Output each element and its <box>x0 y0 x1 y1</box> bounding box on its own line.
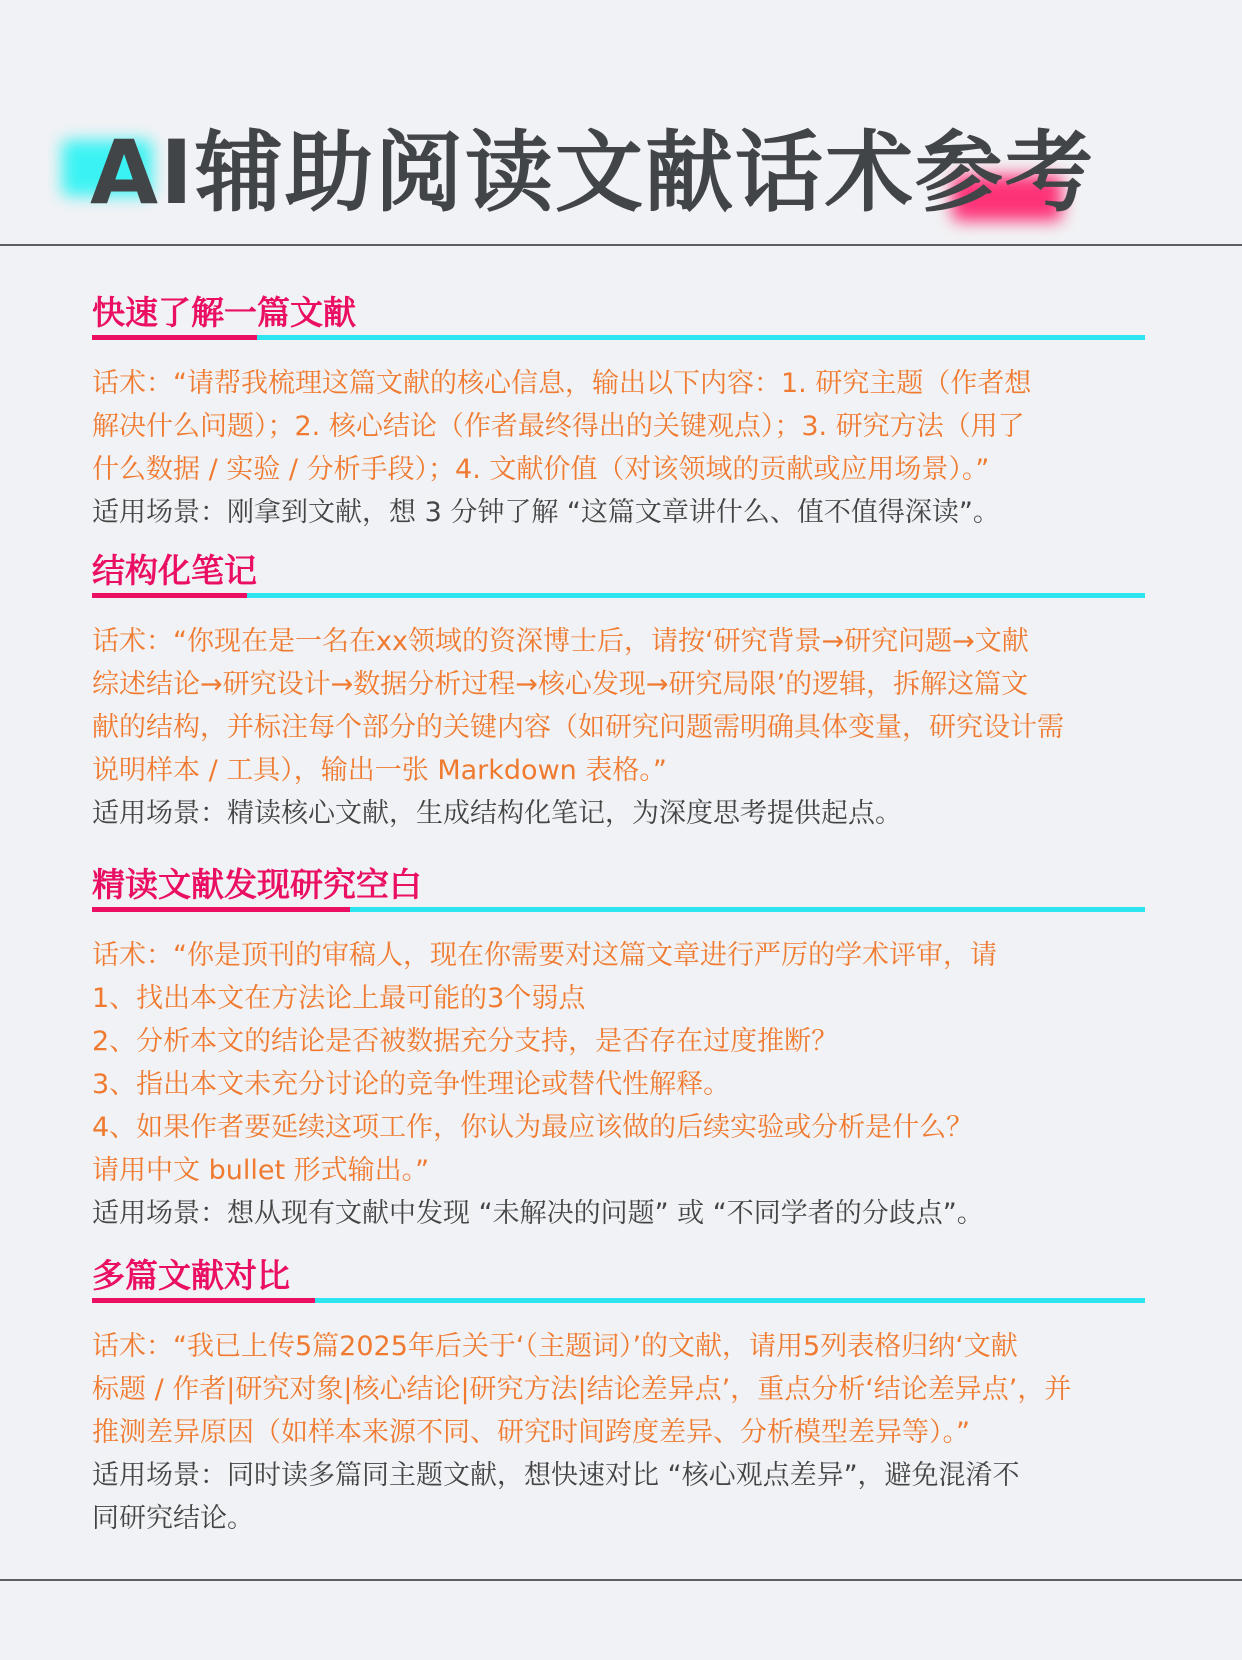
scene-text: 适用场景：刚拿到文献，想 3 分钟了解 “这篇文章讲什么、值不值得深读”。 <box>92 497 1000 528</box>
heading-underline-pink <box>92 593 247 598</box>
script-line: 1、找出本文在方法论上最可能的3个弱点 <box>92 983 586 1014</box>
scene-text: 适用场景：同时读多篇同主题文献，想快速对比 “核心观点差异”，避免混淆不 <box>92 1460 1020 1491</box>
script-text <box>92 340 1152 491</box>
script-text <box>92 598 1152 792</box>
section-heading: 精读文献发现研究空白 <box>92 865 422 904</box>
script-line: 什么数据 / 实验 / 分析手段）；4. 文献价值（对该领域的贡献或应用场景）。” <box>92 454 990 485</box>
heading-underline-cyan <box>92 593 1145 598</box>
section-heading: 快速了解一篇文献 <box>92 293 356 332</box>
scene-text: 同研究结论。 <box>92 1503 254 1534</box>
scene-text: 适用场景：想从现有文献中发现 “未解决的问题” 或 “不同学者的分歧点”。 <box>92 1198 984 1229</box>
script-text <box>92 1303 1152 1454</box>
script-line: 综述结论→研究设计→数据分析过程→核心发现→研究局限’的逻辑，拆解这篇文 <box>92 669 1029 700</box>
title-area <box>0 0 1242 245</box>
heading-underline-pink <box>92 335 257 340</box>
section-heading-wrap <box>92 550 1152 598</box>
script-text <box>92 912 1152 1192</box>
section-heading-wrap <box>92 1255 1152 1303</box>
bottom-divider <box>0 1579 1242 1581</box>
script-line: 2、分析本文的结论是否被数据充分支持，是否存在过度推断？ <box>92 1026 839 1057</box>
section-heading: 多篇文献对比 <box>92 1256 290 1295</box>
scene-text: 适用场景：精读核心文献，生成结构化笔记，为深度思考提供起点。 <box>92 798 902 829</box>
script-line: 3、指出本文未充分讨论的竞争性理论或替代性解释。 <box>92 1069 731 1100</box>
heading-underline-pink <box>92 1298 315 1303</box>
section-quick-overview <box>92 292 1152 534</box>
section-multi-compare <box>92 1255 1152 1540</box>
section-research-gap <box>92 864 1152 1235</box>
script-line: 话术：“请帮我梳理这篇文献的核心信息，输出以下内容：1. 研究主题（作者想 <box>92 368 1032 399</box>
section-structured-notes <box>92 550 1152 835</box>
script-line: 话术：“我已上传5篇2025年后关于‘（主题词）’的文献，请用5列表格归纳‘文献 <box>92 1331 1018 1362</box>
section-heading: 结构化笔记 <box>92 551 257 590</box>
script-line: 4、如果作者要延续这项工作，你认为最应该做的后续实验或分析是什么？ <box>92 1112 974 1143</box>
script-line: 献的结构，并标注每个部分的关键内容（如研究问题需明确具体变量，研究设计需 <box>92 712 1064 743</box>
script-line: 话术：“你是顶刊的审稿人，现在你需要对这篇文章进行严厉的学术评审，请 <box>92 940 997 971</box>
script-line: 话术：“你现在是一名在xx领域的资深博士后，请按‘研究背景→研究问题→文献 <box>92 626 1029 657</box>
script-line: 说明样本 / 工具），输出一张 Markdown 表格。” <box>92 755 667 786</box>
page-title: AI辅助阅读文献话术参考 <box>90 121 1095 224</box>
top-divider <box>0 244 1242 246</box>
section-heading-wrap <box>92 292 1152 340</box>
script-line: 解决什么问题）；2. 核心结论（作者最终得出的关键观点）；3. 研究方法（用了 <box>92 411 1025 442</box>
script-line: 标题 / 作者|研究对象|核心结论|研究方法|结论差异点’，重点分析‘结论差异点’，并 <box>92 1374 1072 1405</box>
script-line: 推测差异原因（如样本来源不同、研究时间跨度差异、分析模型差异等）。” <box>92 1417 970 1448</box>
heading-underline-pink <box>92 907 350 912</box>
script-line: 请用中文 bullet 形式输出。” <box>92 1155 430 1186</box>
section-heading-wrap <box>92 864 1152 912</box>
